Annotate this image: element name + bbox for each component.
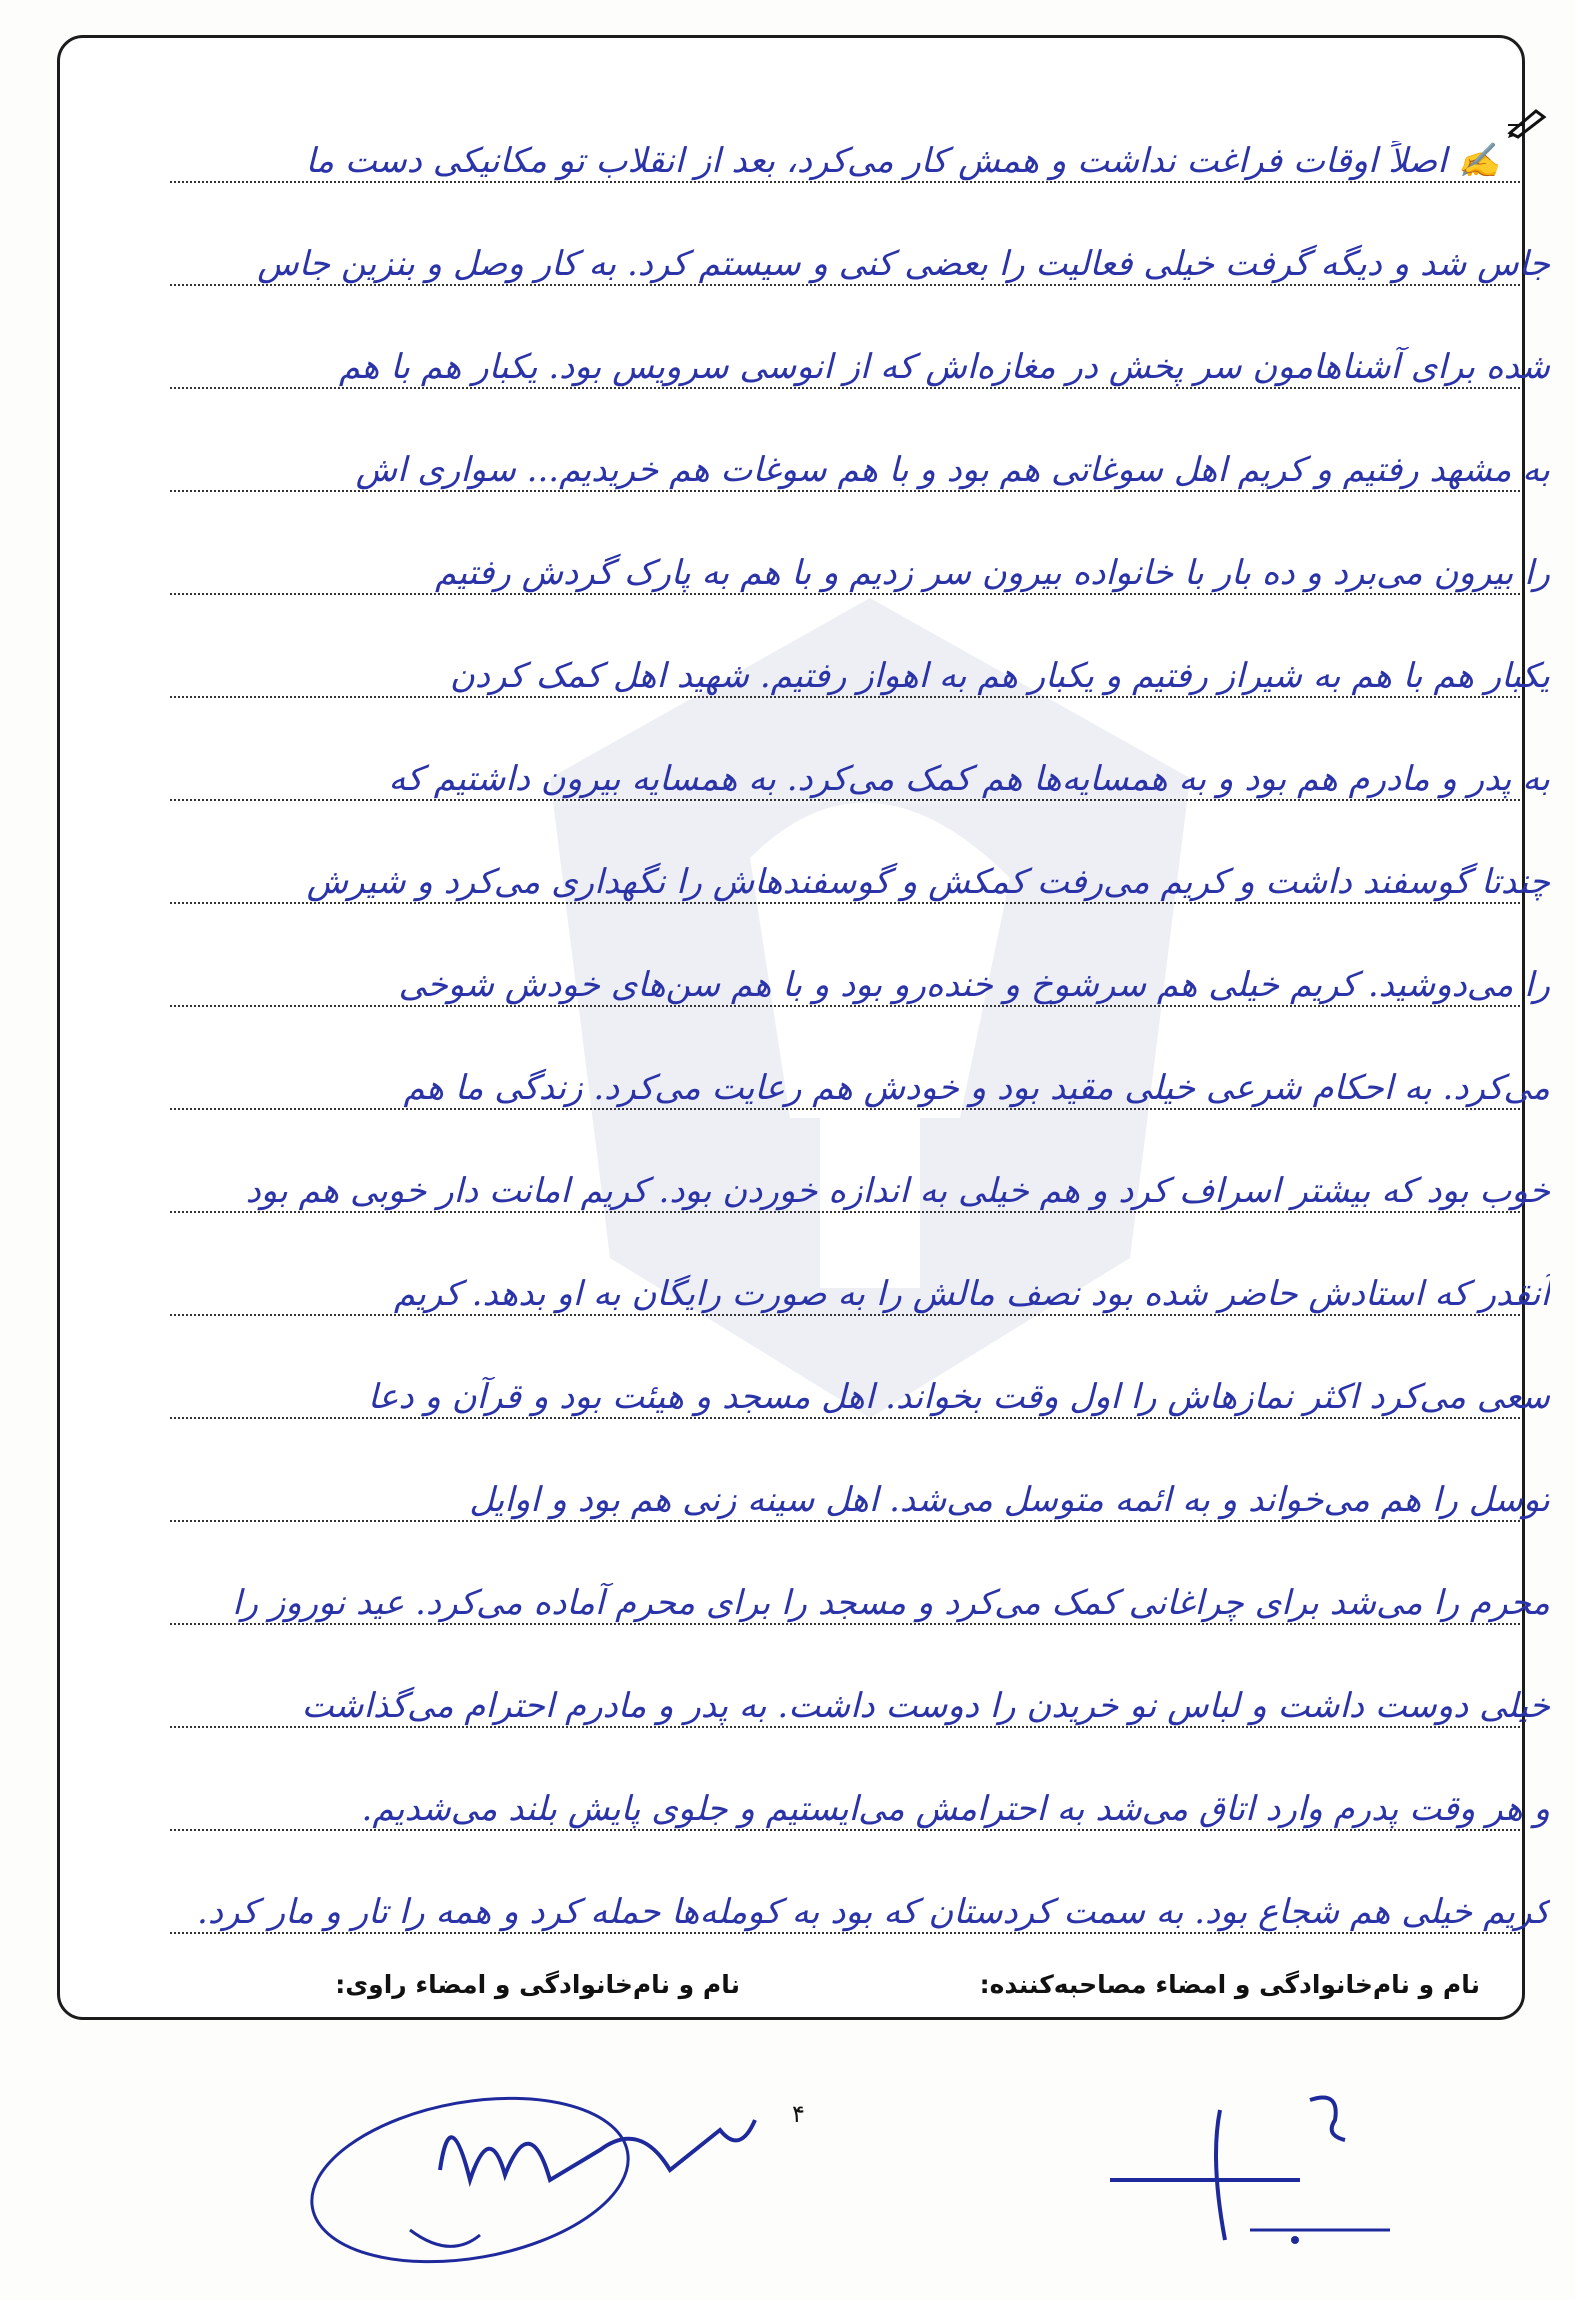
text-line: چندتا گوسفند داشت و کریم می‌رفت کمکش و گوسفندهاش را نگهداری می‌کرد و شیرش (140, 814, 1560, 912)
text-line: سعی می‌کرد اکثر نمازهاش را اول وقت بخواند. اهل مسجد و هیئت بود و قرآن و دعا (140, 1329, 1560, 1427)
text-line: آنقدر که استادش حاضر شده بود نصف مالش را به صورت رایگان به او بدهد. کریم (140, 1226, 1560, 1324)
signature-left-icon (300, 2060, 770, 2270)
text-line: را بیرون می‌برد و ده بار با خانواده بیرون سر زدیم و با هم به پارک گردش رفتیم (140, 505, 1560, 603)
text-line: شده برای آشناهامون سر پخش در مغازه‌اش که از انوسی سرویس بود. یکبار هم با هم (140, 299, 1560, 397)
pen-icon (1506, 105, 1552, 139)
text-line: می‌کرد. به احکام شرعی خیلی مقید بود و خودش هم رعایت می‌کرد. زندگی ما هم (140, 1020, 1560, 1118)
text-line: به پدر و مادرم هم بود و به همسایه‌ها هم کمک می‌کرد. به همسایه بیرون داشتیم که (140, 711, 1560, 809)
text-line: و هر وقت پدرم وارد اتاق می‌شد به احترامش می‌ایستیم و جلوی پایش بلند می‌شدیم. (140, 1741, 1560, 1839)
text-line: محرم را می‌شد برای چراغانی کمک می‌کرد و مسجد را برای محرم آماده می‌کرد. عید نوروز را (140, 1535, 1560, 1633)
text-line: خوب بود که بیشتر اسراف کرد و هم خیلی به اندازه خوردن بود. کریم امانت دار خوبی هم بود (140, 1123, 1560, 1221)
text-line: ✍ اصلاً اوقات فراغت نداشت و همش کار می‌کرد، بعد از انقلاب تو مکانیکی دست ما (140, 93, 1560, 191)
text-line: کریم خیلی هم شجاع بود. به سمت کردستان که بود به کومله‌ها حمله کرد و همه را تار و مار کرد. (140, 1844, 1560, 1942)
page-number: ۴ (792, 2100, 805, 2128)
text-line: خیلی دوست داشت و لباس نو خریدن را دوست داشت. به پدر و مادرم احترام می‌گذاشت (140, 1638, 1560, 1736)
signature-right-icon (1100, 2080, 1400, 2260)
footer-labels (80, 1970, 1500, 2010)
page-frame (57, 35, 1550, 2020)
text-line: یکبار هم با هم به شیراز رفتیم و یکبار هم به اهواز رفتیم. شهید اهل کمک کردن (140, 608, 1560, 706)
handwritten-text-body (140, 93, 1560, 1973)
text-line: جاس شد و دیگه گرفت خیلی فعالیت را بعضی کنی و سیستم کرد. به کار وصل و بنزین جاس (140, 196, 1560, 294)
narrator-label: نام و نام‌خانوادگی و امضاء راوی: (335, 1970, 740, 1999)
text-line: به مشهد رفتیم و کریم اهل سوغاتی هم بود و با هم سوغات هم خریدیم... سواری اش (140, 402, 1560, 500)
interviewer-label: نام و نام‌خانوادگی و امضاء مصاحبه‌کننده: (979, 1970, 1480, 1999)
text-line: را می‌دوشید. کریم خیلی هم سرشوخ و خنده‌رو بود و با هم سن‌های خودش شوخی (140, 917, 1560, 1015)
text-line: توسل را هم می‌خواند و به ائمه متوسل می‌شد. اهل سینه زنی هم بود و اوایل (140, 1432, 1560, 1530)
